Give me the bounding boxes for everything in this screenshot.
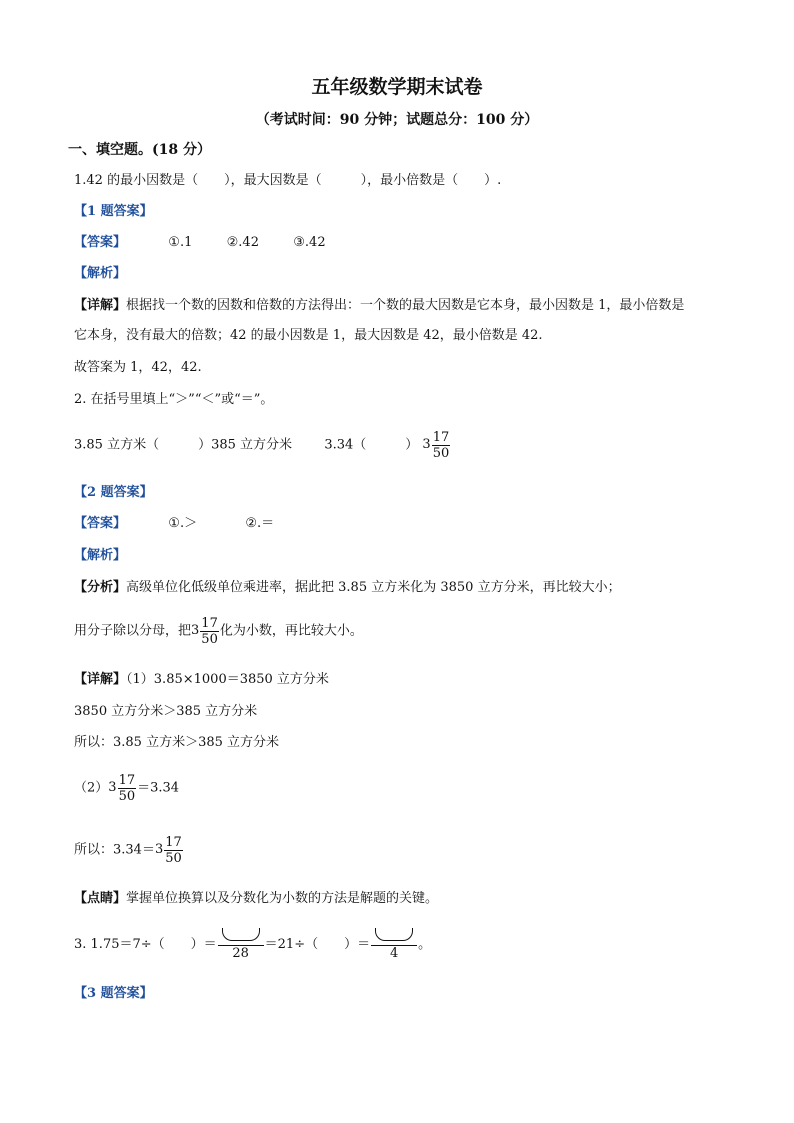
- mixed-number-integer: 3: [154, 842, 164, 857]
- mixed-number-fraction: [118, 773, 137, 804]
- answer-header-2: 【2 题答案】: [74, 485, 153, 500]
- mixed-number-integer: 3: [108, 780, 117, 795]
- detail-text: 所以：3.34＝: [74, 842, 155, 858]
- blank-paren: [375, 928, 413, 941]
- answer-item: ①.1: [168, 235, 193, 250]
- detail-line-1: [74, 297, 684, 315]
- answer-header-1: 【1 题答案】: [74, 204, 153, 219]
- analysis-line-1: [74, 579, 621, 597]
- blank-numerator: [218, 928, 264, 946]
- question-2-prompt: 2. 在括号里填上“＞”“＜”或“＝”。: [74, 392, 274, 407]
- page-subtitle: （考试时间：90 分钟；试题总分：100 分）: [255, 112, 539, 128]
- detail-label: 【详解】: [74, 298, 127, 313]
- detail-text: （1）3.85×1000＝3850 立方分米: [126, 672, 329, 687]
- answer-label: 【答案】: [74, 516, 127, 531]
- page-title: 五年级数学期末试卷: [311, 76, 483, 98]
- question-2-items: [74, 428, 451, 463]
- q3-text: 。: [418, 937, 432, 952]
- analysis-label: 【分析】: [74, 580, 127, 595]
- blank-fraction-1: [218, 928, 264, 961]
- mixed-number-integer: 3: [191, 623, 200, 638]
- detail-text: ＝3.34: [137, 780, 180, 796]
- conclusion-1: 故答案为 1，42，42.: [74, 360, 202, 375]
- detail-line-1: [74, 671, 329, 689]
- q2-item-1: 3.85 立方米（ ）385 立方分米: [74, 437, 293, 453]
- answer-label: 【答案】: [74, 235, 127, 250]
- mixed-number-fraction: [432, 430, 451, 461]
- denominator: 28: [232, 946, 249, 961]
- question-3-text: [74, 926, 431, 964]
- blank-paren: [222, 928, 260, 941]
- numerator: 17: [201, 615, 218, 631]
- numerator: 17: [165, 834, 182, 850]
- analysis-text: 用分子除以分母，把: [74, 623, 192, 639]
- analysis-text: 高级单位化低级单位乘进率，据此把 3.85 立方米化为 3850 立方分米，再比较大小；: [126, 580, 621, 595]
- detail-line-4: [74, 770, 179, 807]
- question-1-text: 1.42 的最小因数是（ ），最大因数是（ ），最小倍数是（ ）.: [74, 173, 502, 188]
- detail-line-5: [74, 832, 184, 869]
- answer-item: ②.42: [226, 235, 259, 250]
- blank-numerator: [371, 928, 417, 946]
- dianjing-line: [74, 890, 438, 908]
- blank-fraction-2: [371, 928, 417, 961]
- denominator: 50: [432, 445, 450, 461]
- numerator: 17: [432, 429, 450, 445]
- dianjing-text: 掌握单位换算以及分数化为小数的方法是解题的关键。: [126, 891, 439, 906]
- analysis-line-2: [74, 613, 363, 650]
- q3-text: 3. 1.75＝7÷（ ）＝: [74, 937, 217, 952]
- mixed-number-fraction: [164, 835, 183, 866]
- denominator: 50: [165, 850, 182, 866]
- analysis-header-1: 【解析】: [74, 266, 127, 281]
- answer-row-2: [74, 515, 274, 533]
- dianjing-label: 【点睛】: [74, 891, 127, 906]
- analysis-header-2: 【解析】: [74, 548, 127, 563]
- detail-line-3: 所以：3.85 立方米＞385 立方分米: [74, 735, 280, 750]
- answer-item: ②.＝: [245, 516, 275, 531]
- answer-row-1: [74, 234, 326, 252]
- detail-line-2: 3850 立方分米＞385 立方分米: [74, 704, 258, 719]
- q2-item-2: 3.34（ ）: [324, 437, 419, 453]
- detail-line-2: 它本身，没有最大的倍数；42 的最小因数是 1，最大因数是 42，最小倍数是 42.: [74, 328, 543, 343]
- answer-header-3: 【3 题答案】: [74, 986, 153, 1001]
- numerator: 17: [118, 772, 136, 788]
- answer-item: ①.＞: [168, 516, 198, 531]
- mixed-number-fraction: [200, 616, 219, 647]
- denominator: 4: [389, 946, 399, 961]
- section-heading: 一、填空题。(18 分）: [68, 142, 211, 158]
- q3-text: ＝21÷（ ）＝: [264, 937, 371, 952]
- detail-text: （2）: [74, 780, 109, 796]
- detail-text: 根据找一个数的因数和倍数的方法得出：一个数的最大因数是它本身，最小因数是 1，最小倍数是: [126, 298, 685, 313]
- denominator: 50: [118, 788, 136, 804]
- detail-label: 【详解】: [74, 672, 127, 687]
- denominator: 50: [201, 631, 218, 647]
- analysis-text: 化为小数，再比较大小。: [219, 623, 363, 639]
- mixed-number-integer: 3: [422, 437, 431, 452]
- answer-item: ③.42: [293, 235, 326, 250]
